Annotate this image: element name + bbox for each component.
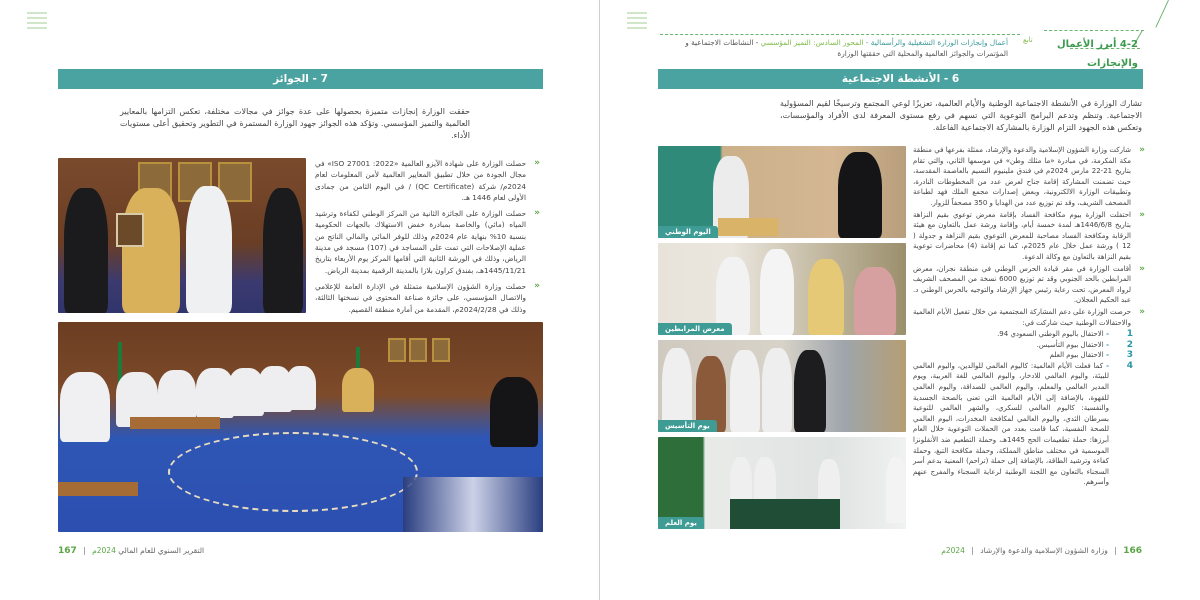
social-activities-intro: تشارك الوزارة في الأنشطة الاجتماعية الوطنية والأيام العالمية، تعزيزًا لوعي المجتمع وترسيخًا لقيم المسؤولية الاجتماعية. وتنظم وتدعم البرامج التوعوية التي تسهم في رفع مستوى المعرفة لدى الأفراد والمؤسسات، وتعكس هذه الجهود التزام الوزارة بالمشاركة الاجتماعية الفاعلة. [780,99,1142,132]
person-figure [760,249,794,335]
chevron-bullet-icon: « [1139,263,1145,274]
person-figure [730,350,760,432]
chevron-bullet-icon: « [1139,145,1145,155]
awards-intro: حققت الوزارة إنجازات متميزة بحصولها على عدة جوائز في مجالات مختلفة، تعكس التزامها بالمعايير العالمية والتميز المؤسسي. وتؤكد هذه الجوائز جهود الوزارة المستمرة في التطوير وتحقيق أعلى مستويات الأداء. [120,107,470,140]
numbered-item: 3 - الاحتفال بيوم العلم [1049,350,1133,361]
person-figure [64,188,108,313]
breadcrumb [658,37,1008,59]
award-item [315,158,540,203]
portrait-frame [388,338,406,362]
item-number: 1 [1126,329,1133,340]
ministry-name: وزارة الشؤون الإسلامية والدعوة والإرشاد [980,546,1108,555]
person-figure [808,259,844,335]
chapter-tab-top-rule [1044,30,1144,31]
award-ceremony-photo [58,158,306,313]
armchair [403,477,543,532]
photo-caption: يوم التأسيس [658,420,717,432]
person-figure [838,152,882,238]
person-figure [490,377,538,447]
person-figure [762,348,792,432]
item-text: الاحتفال باليوم الوطني السعودي 94. [997,330,1104,339]
person-figure [158,370,196,420]
section-header-social-activities: 6 - الأنشطة الاجتماعية [658,69,1143,89]
person-figure [854,267,896,335]
national-day-photo [658,146,906,238]
carpet-pattern [168,432,418,512]
breadcrumb-part: النشاطات الاجتماعية و المؤتمرات والجوائز العالمية والمحلية التي حققتها الوزارة [685,38,1008,58]
person-figure [342,368,374,412]
report-year: 2024م [941,546,965,555]
portrait-frame [409,338,427,362]
chapter-tab [1040,32,1138,70]
photo-caption: يوم العلم [658,517,704,529]
chapter-title: 4-2 أبرز الأعمال والإنجازات [1056,39,1138,69]
section-header-awards: 7 - الجوائز [58,69,543,89]
activity-text: شاركت وزارة الشؤون الإسلامية والدعوة والإرشاد، ممثلة بفرعها في منطقة مكة المكرمة، في مبادرة «ما مثلك وطن» في موسمها الثاني، والتي تقام بتاريخ 21-22 مارس 2024م في فندق ملينيوم النسيم بالعاصمة المقدسة، حيث تضمنت المشاركة إقامة جناح لعرض عدد من المخطوطات النادرة، وتطبيقات الوزارة الالكترونية، وبعض إصدارات مجمع الملك فهد لطباعة المصحف الشريف، وقد تم توزيع عدد من الهدايا و 350 مصحفاً للزوار. [913,146,1131,207]
numbered-item: 2 - الاحتفال بيوم التأسيس. [1036,339,1133,350]
decorative-lines-icon [627,12,647,32]
chevron-bullet-icon: « [534,280,540,291]
person-figure [886,457,906,523]
certificate-frame [116,213,144,247]
breadcrumb-rule [660,34,1020,35]
item-text: الاحتفال بيوم العلم [1049,351,1104,360]
breadcrumb-separator: - [753,38,761,47]
numbered-item: 1 - الاحتفال باليوم الوطني السعودي 94. [997,329,1133,340]
page-166 [600,0,1200,600]
award-text: حصلت الوزارة على شهادة الآيزو العالمية «2022: ISO 27001» في مجال الجودة من خلال تطبيق المعايير العالمية لأمن المعلومات لعام 2024م/ شركة (QC Certificate) / في اليوم الثامن من جمادى الأولى لعام 1446 هـ. [315,159,527,202]
murabiteen-exhibit-photo [658,243,906,335]
person-figure [60,372,110,442]
numbered-list [913,329,1145,488]
page-footer-left [58,546,204,556]
item-number: 2 [1126,339,1133,350]
item-text: الاحتفال بيوم التأسيس. [1036,340,1104,349]
person-figure [122,188,180,313]
activity-item [913,264,1145,306]
decorative-lines-icon [27,12,47,32]
sofa [730,499,840,529]
footer-separator: | [971,546,974,555]
report-title: التقرير السنوي للعام المالي [118,546,205,555]
footer-separator: | [83,546,86,555]
activity-text: احتفلت الوزارة بيوم مكافحة الفساد بإقامة معرض توعوي بقيم النزاهة بتاريخ 1446/6/8هـ لمدة خمسة أيام، وإقامة ورشة عمل بالتعاون مع هيئة الرقابة ومكافحة الفساد مصاحبة للمعرض التوعوي بقيم النزاهة و جدولة ( 12 ) ورشة عمل خلال عام 2025م، كما تم إقامة (4) محاضرات توعوية بقيم النزاهة بالتعاون مع وكالة الدعوة. [913,210,1131,261]
chapter-tab-divider [1155,0,1169,28]
continued-tag: تابع [1023,36,1033,44]
meeting-hall-photo [58,322,543,532]
person-figure [186,186,232,313]
item-number: 3 [1126,350,1133,361]
award-text: حصلت وزارة الشؤون الإسلامية متمثلة في الإدارة العامة للإعلامي والاتصال المؤسسي، على جائزة صناعة المحتوى في نسختها الثالثة، وذلك في 2024/2/28م، المقدمة من أمارة منطقة القصيم. [315,281,526,314]
photo-caption: اليوم الوطني [658,226,718,238]
person-figure [794,350,826,432]
breadcrumb-separator: - [863,38,871,47]
table [130,417,220,429]
item-number: 4 [1126,360,1133,371]
activity-text: أقامت الوزارة في مقر قيادة الحرس الوطني في منطقة نجران، معرض المرابطين بالحد الجنوبي وقد تم توزيع 6000 نسخة من المصحف الشريف لرواد المعرض، تحت رعاية رئيس جهاز الإرشاد والتوجيه بالحرس الوطني د. عبد الحكيم العجلان. [913,264,1132,305]
page-number: 167 [58,546,77,556]
activity-item [913,145,1145,209]
founding-day-photo [658,340,906,432]
footer-separator: | [1114,546,1117,555]
portrait-frame [432,338,450,362]
flag-day-photo [658,437,906,529]
award-item [315,281,540,315]
photo-caption: معرض المرابطين [658,323,732,335]
chevron-bullet-icon: « [1139,209,1145,220]
numbered-item: 4 - كما فعلت الأيام العالمية: كاليوم العالمي للوالدين، واليوم العالمي للبيئة، واليوم العالمي للادخار، واليوم العالمي للغة العربية، ويوم المدير العالمي والمعلم، واليوم العالمي للصداقة، واليوم العالمي للقهوة، بالإضافة إلى الأيام العالمية التي تعنى بالصحة الجسدية والنفسية: كاليوم العالمي للسكري، والشهر العالمي للتوعية بسرطان الثدي، واليوم العالمي لمكافحة المخدرات، اليوم العالمي للصحة النفسية، كما قامت بعدد من الحملات التوعوية خلال العام أبرزها: حملة تطعيمات الحج 1445هـ، وحملة التطعيم ضد الأنفلونزا الموسمية في مختلف مناطق المملكة، وحملة مكافحة التبغ، وحملة كفاءة وترشيد الطاقة، بالإضافة إلى حملة (تراحم) المعنية بدعم أسر السجناء بالتعاون مع اللجنة الوطنية لرعاية السجناء والمفرج عنهم وأسرهم. [913,360,1133,487]
awards-list [315,158,540,320]
activity-text: حرصت الوزارة على دعم المشاركة المجتمعية من خلال تفعيل الأيام العالمية والاحتفالات الوطنية حيث شاركت في: [913,307,1131,327]
activity-item [913,307,1145,328]
person-figure [286,366,316,410]
person-figure [263,188,303,313]
page-footer-right [941,546,1142,556]
item-text: كما فعلت الأيام العالمية: كاليوم العالمي للوالدين، واليوم العالمي للبيئة، واليوم العالمي للادخار، واليوم العالمي للغة العربية، ويوم المدير العالمي والمعلم، واليوم العالمي للصداقة، واليوم العالمي للقهوة، بالإضافة إلى الأيام العالمية التي تعنى بالصحة الجسدية والنفسية: كاليوم العالمي للسكري، والشهر العالمي للتوعية بسرطان الثدي، واليوم العالمي لمكافحة المخدرات، اليوم العالمي للصحة النفسية، كما قامت بعدد من الحملات التوعوية خلال العام أبرزها: حملة تطعيمات الحج 1445هـ، وحملة التطعيم ضد الأنفلونزا الموسمية في مختلف مناطق المملكة، وحملة مكافحة التبغ، وحملة كفاءة وترشيد الطاقة، بالإضافة إلى حملة (تراحم) المعنية بدعم أسر السجناء بالتعاون مع اللجنة الوطنية لرعاية السجناء والمفرج عنهم وأسرهم. [913,361,1110,487]
report-year: 2024م [92,546,116,555]
social-activities-list [913,145,1145,488]
award-text: حصلت الوزارة على الجائزة الثانية من المركز الوطني لكفاءة وترشيد المياه (مائي) والخاصة بمبادرة خفض الاستهلاك بالجهات الحكومية بنسبة 10% بنهاية عام 2024م وذلك للوفر المائي والمالي الناتج من عملية الإصلاحات التي تمت على المساجد في (107) مسجد في مدينة الرياض، وذلك في الورشة الثانية التي أقامها المركز يوم الأربعاء بتاريخ 1445/11/21هـ، بفندق كراون بلازا بالمدينة الرقمية بمدينة الرياض. [315,209,527,275]
product-display [718,218,778,236]
breadcrumb-part: أعمال وإنجازات الوزارة التشغيلية والرأسمالية [870,38,1008,47]
table [58,482,138,496]
breadcrumb-part: المحور السادس: التميز المؤسسي [760,38,864,47]
page-number: 166 [1123,546,1142,556]
chevron-bullet-icon: « [1139,306,1145,317]
activity-item [913,210,1145,263]
chevron-bullet-icon: « [534,158,540,168]
chevron-bullet-icon: « [534,208,540,219]
award-item [315,208,540,276]
